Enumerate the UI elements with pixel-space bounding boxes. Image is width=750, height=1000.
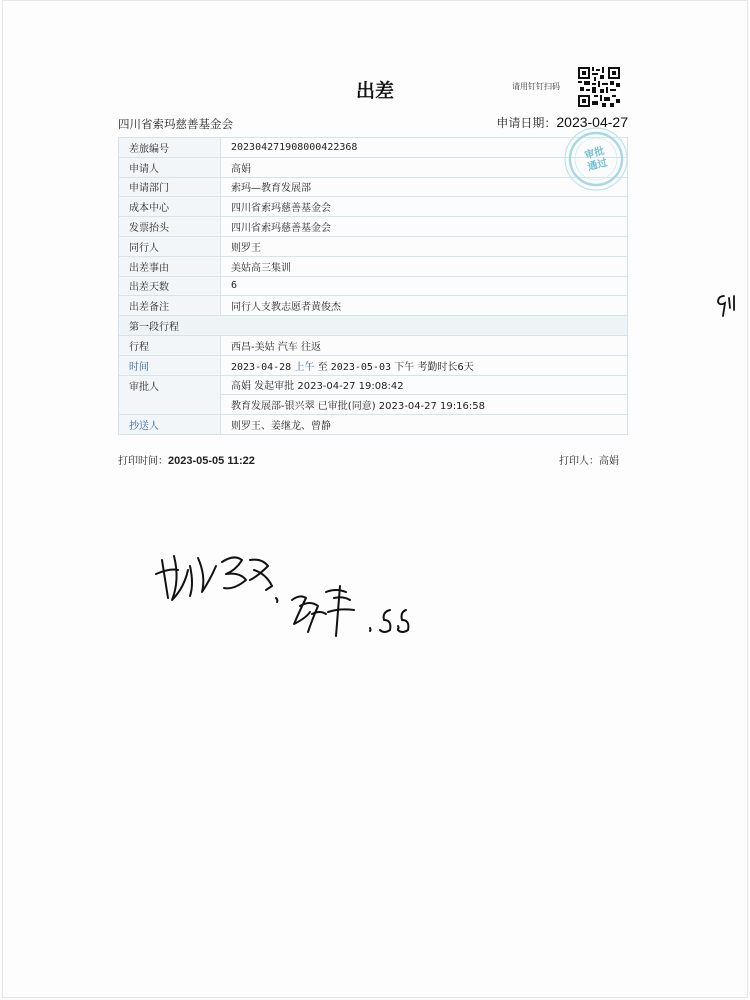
qr-label: 请用钉钉扫码 (512, 82, 560, 91)
time-start-half: 上午 (294, 361, 315, 373)
stamp-text-bottom: 通过 (586, 157, 609, 174)
table-row (119, 197, 628, 217)
approval-line-approved: 教育发展部-银兴翠 已审批(同意) 2023-04-27 19:16:58 (221, 395, 628, 415)
table-row (119, 217, 628, 237)
printer-value: 高娟 (599, 456, 619, 467)
cc-label: 抄送人 (119, 415, 221, 435)
approver-label: 审批人 (119, 375, 221, 415)
margin-handwriting-icon (712, 288, 742, 322)
field-value: 同行人支教志愿者黄俊杰 (221, 296, 628, 316)
time-end-half: 下午 (394, 361, 415, 373)
segment-title: 第一段行程 (119, 316, 628, 336)
approval-stamp-icon (563, 126, 629, 192)
field-value: 高娟 (221, 157, 628, 177)
table-row (119, 355, 628, 375)
header-row (118, 114, 628, 134)
route-value: 西昌-美姑 汽车 往返 (221, 335, 628, 355)
field-label: 申请人 (119, 157, 221, 177)
qr-code-icon (578, 67, 620, 107)
print-time-label: 打印时间： (118, 456, 168, 467)
field-value: 索玛—教育发展部 (221, 177, 628, 197)
field-label: 申请部门 (119, 177, 221, 197)
time-value (221, 355, 628, 375)
document-title: 出差 (355, 80, 394, 102)
route-label: 行程 (119, 335, 221, 355)
field-value: 202304271908000422368 (221, 138, 628, 158)
printer (559, 452, 619, 467)
field-label: 成本中心 (119, 197, 221, 217)
table-row (119, 415, 628, 435)
field-label: 出差备注 (119, 296, 221, 316)
attendance-duration: 考勤时长6天 (417, 361, 474, 373)
cc-value: 则罗王、姜继龙、曾静 (221, 415, 628, 435)
table-row (119, 256, 628, 276)
field-label: 发票抬头 (119, 217, 221, 237)
field-value: 四川省索玛慈善基金会 (221, 197, 628, 217)
table-row (119, 296, 628, 316)
time-start: 2023-04-28 (231, 361, 292, 373)
time-to: 至 (317, 361, 328, 373)
handwritten-signature-icon (150, 540, 440, 650)
table-row (119, 276, 628, 296)
print-time-value: 2023-05-05 11:22 (168, 455, 255, 467)
field-value: 美姑高三集训 (221, 256, 628, 276)
time-label: 时间 (119, 355, 221, 375)
stamp-text-top: 审批 (583, 145, 606, 162)
organization-name: 四川省索玛慈善基金会 (118, 117, 233, 131)
apply-date-label: 申请日期： (496, 116, 557, 130)
field-label: 出差事由 (119, 256, 221, 276)
time-end: 2023-05-03 (330, 361, 391, 373)
table-row (119, 157, 628, 177)
field-value: 则罗王 (221, 236, 628, 256)
table-row (119, 177, 628, 197)
table-row (119, 375, 628, 395)
field-label: 同行人 (119, 236, 221, 256)
print-time (118, 452, 255, 467)
field-value: 6 (221, 276, 628, 296)
table-row (119, 236, 628, 256)
segment-header-row (119, 316, 628, 336)
field-label: 差旅编号 (119, 138, 221, 158)
field-value: 四川省索玛慈善基金会 (221, 217, 628, 237)
table-row (119, 335, 628, 355)
field-label: 出差天数 (119, 276, 221, 296)
printer-label: 打印人： (559, 456, 599, 467)
approval-line-initiate: 高娟 发起审批 2023-04-27 19:08:42 (221, 375, 628, 395)
table-row (119, 138, 628, 158)
travel-form-table (118, 137, 628, 435)
apply-date-value: 2023-04-27 (556, 114, 628, 130)
